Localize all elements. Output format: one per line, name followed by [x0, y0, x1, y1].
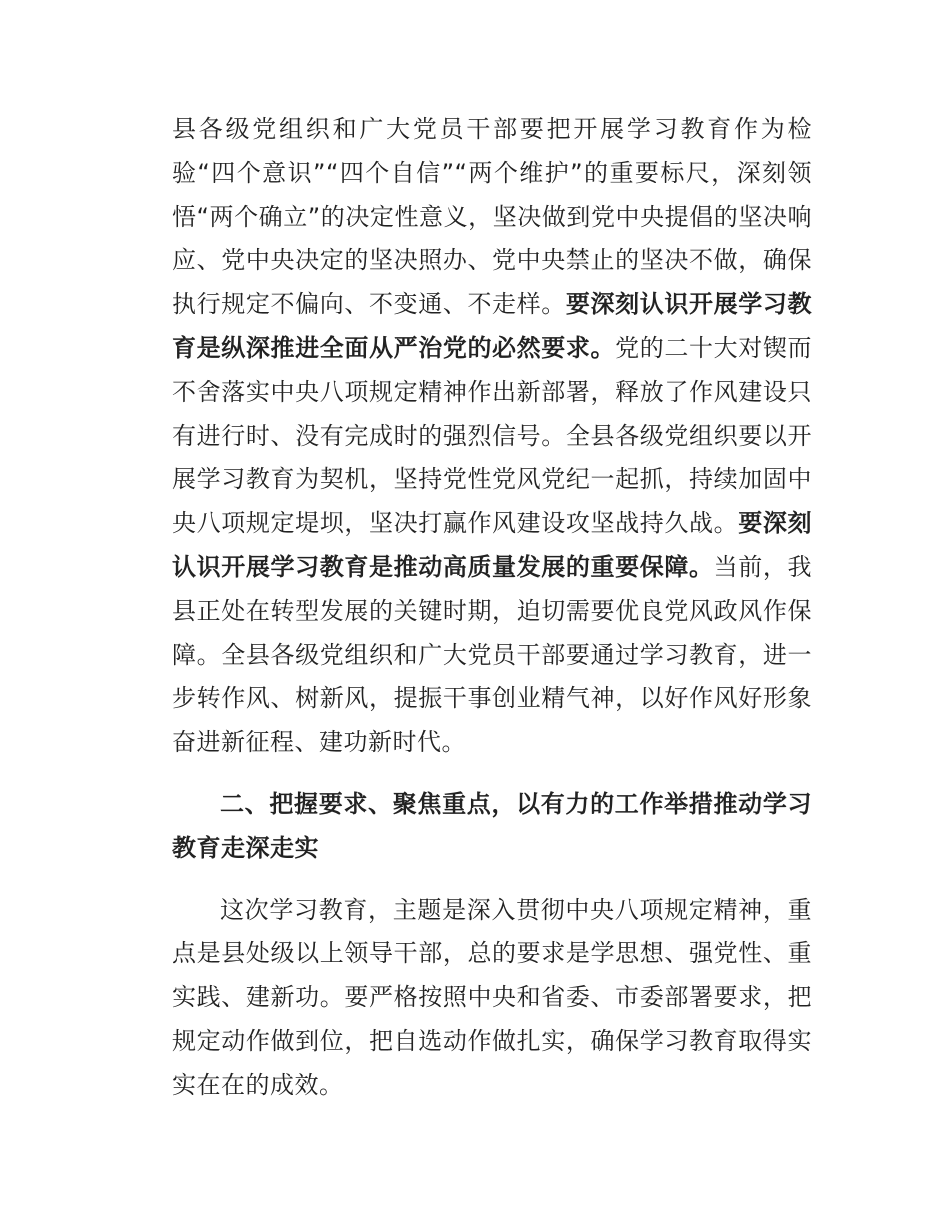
body-paragraph [172, 108, 812, 765]
section-heading: 二、把握要求、聚焦重点，以有力的工作举措推动学习教育走深走实 [172, 789, 812, 862]
paragraph-text: 党的二十大对锲而不舍落实中央八项规定精神作出新部署，释放了作风建设只有进行时、没有完成时的强烈信号。全县各级党组织要以开展学习教育为契机，坚持党性党风党纪一起抓，持续加固中央八项规定堤坝，坚决打赢作风建设攻坚战持久战。 [172, 333, 813, 538]
paragraph-text: 县各级党组织和广大党员干部要把开展学习教育作为检验“四个意识”“四个自信”“两个维护”的重要标尺，深刻领悟“两个确立”的决定性意义，坚决做到党中央提倡的坚决响应、党中央决定的坚决照办、党中央禁止的坚决不做，确保执行规定不偏向、不变通、不走样。 [172, 115, 812, 319]
document-body [172, 108, 812, 1108]
emphasis-text: 要深刻认识开展学习教育是推动高质量发展的重要保障。 [172, 509, 813, 581]
body-paragraph: 这次学习教育，主题是深入贯彻中央八项规定精神，重点是县处级以上领导干部，总的要求是学思想、强党性、重实践、建新功。要严格按照中央和省委、市委部署要求，把规定动作做到位，把自选动作做扎实，确保学习教育取得实实在在的成效。 [172, 895, 812, 1099]
paragraph-text: 当前，我县正处在转型发展的关键时期，迫切需要优良党风政风作保障。全县各级党组织和广大党员干部要通过学习教育，进一步转作风、树新风，提振干事创业精气神，以好作风好形象奋进新征程、建功新时代。 [172, 552, 813, 757]
emphasis-text: 要深刻认识开展学习教育是纵深推进全面从严治党的必然要求。 [172, 290, 813, 362]
